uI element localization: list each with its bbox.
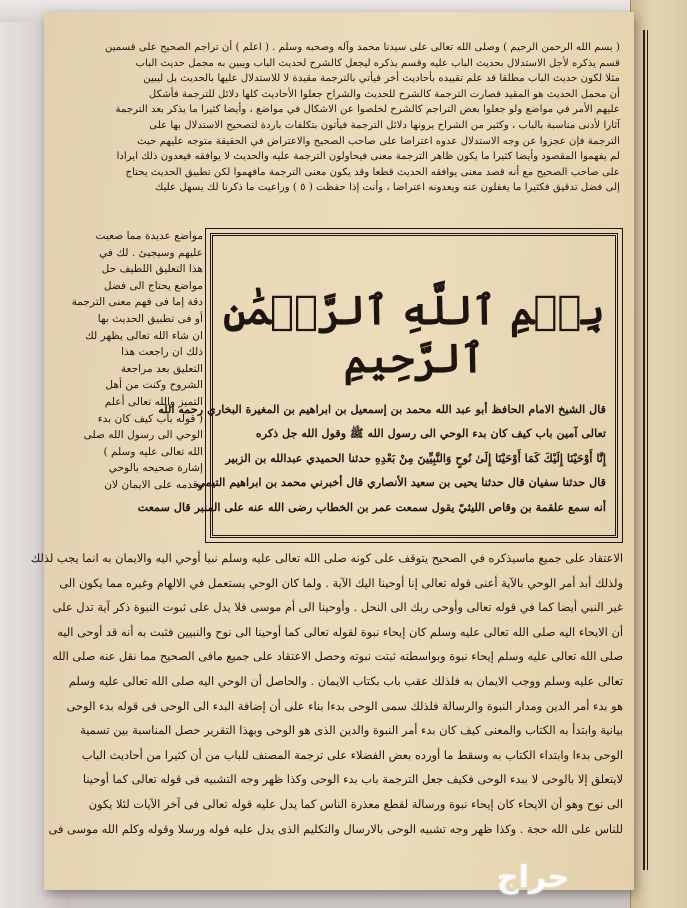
matn-line: إِنَّا أَوْحَيْنَا إِلَيْكَ كَمَا أَوْحَيْنَا إِلَىٰ نُوحٍ وَالنَّبِيِّينَ مِنْ بَعْدِهِ حدثنا الحميدي عبدالله بن الزبير bbox=[225, 450, 606, 465]
commentary-bottom-line: صلى الله تعالى عليه وسلم إيحاء نبوة وبواسطته ثبتت نبوته وحصل الاعتقاد على جميع مافى الصحيح مما نقل عنه صلى الله bbox=[52, 649, 623, 664]
commentary-top-line: إلى فضل تدقيق فكثيرا ما يغفلون عنه ويعدونه اعتراضا ، وأنت إذا حفظت ( ٥ ) وراعيت ما ذكرنا لك يسهل عليك bbox=[155, 182, 620, 194]
commentary-top-line: مثلا لكون حديث الباب مطلقا قد علم تقييده بأحاديث أخر فيأتي بالترجمة مقيدة لا للاستدلال عليها بالحديث بل ليبين bbox=[143, 73, 620, 85]
commentary-bottom-line: ولذلك أبد أمر الوحي بالآية أعنى قوله تعالى إنا أوحينا اليك الآية . ولما كان الوحي يستعمل في الالهام وغيره مما يكون الى bbox=[59, 575, 623, 590]
side-commentary-line: إشارة صحيحه بالوحي bbox=[108, 462, 203, 475]
commentary-bottom-line: هو بدء أمر الدين ومدار النبوة والرسالة فلذلك سمى الوحى بدءا بناء على أن إضافة البدء الى الوحى فى قوله بدء الوحى bbox=[66, 698, 623, 713]
side-commentary-line: ذلك ان راجعت هذا bbox=[121, 346, 203, 359]
haraj-watermark-logo: حراج bbox=[496, 860, 570, 895]
side-commentary-line: الشروح وكنت من أهل bbox=[105, 379, 203, 392]
commentary-bottom-line: بيانية وابتدأ به الكتاب والمعنى كيف كان بدء أمر النبوة والدين الذى هو الوحى وبهذا التقرير حصل المناسبة بين تسمية bbox=[80, 723, 623, 738]
side-commentary-line: الله تعالى عليه وسلم ) bbox=[103, 445, 203, 458]
side-commentary-line: أو فى تطبيق الحديث بها bbox=[97, 312, 203, 325]
commentary-bottom-line: الوحى بدءا وابتداء الكتاب به وسقط ما أورده بعض الفضلاء على ترجمة المصنف للباب من أن كثيرا من أحاديث الباب bbox=[81, 747, 623, 762]
side-commentary-line: مواضع يحتاج الى فضل bbox=[103, 279, 203, 292]
side-commentary-line: مواضع عديدة مما صعبت bbox=[95, 230, 203, 242]
side-commentary-line: التميز والله تعالى أعلم bbox=[104, 395, 203, 408]
commentary-top bbox=[60, 40, 620, 196]
side-commentary-line: الوحي الى رسول الله صلى bbox=[83, 429, 203, 442]
commentary-top-line: الترجمة فإن عجزوا عن وجه الاستدلال عدوه اعتراضا على صاحب الصحيح والاعتراض في الحقيقة متوجه عليهم حيث bbox=[137, 135, 620, 147]
commentary-top-line: ( بسم الله الرحمن الرحيم ) وصلى الله تعالى على سيدنا محمد وآله وصحبه وسلم . ( اعلم ) أن تراجم الصحيح على قسمين bbox=[104, 42, 620, 53]
commentary-top-line: عليهم الأمر في مواضع ولو جعلوا بعض التراجم كالشرح لخلصوا عن الاشكال في مواضع ، وأيضا كثيرا ما يذكر بعد الترجمة bbox=[115, 104, 620, 116]
side-commentary-line: دقة إما فى فهم معنى الترجمة bbox=[71, 296, 203, 309]
side-commentary-line: هذا التعليق اللطيف حل bbox=[101, 263, 203, 276]
commentary-bottom-line: لايتعلق إلا بالوحى لا ببدء الوحى فكيف جعل الترجمة باب بدء الوحى وكذا ظهر وجه التشبيه فى قوله تعالى كما أوحينا bbox=[82, 772, 623, 787]
commentary-bottom bbox=[30, 546, 623, 841]
commentary-top-line: آثارا لأدنى مناسبة بالباب ، وكثير من الشراح يرونها دلائل الترجمة فيأتون بتكلفات باردة لتصحيح الاستدلال بها على bbox=[149, 119, 620, 131]
commentary-bottom-line: غير النبي أيضا كما في قوله تعالى وأوحى ربك الى النحل . وأوحينا الى أم موسى فلا يدل على ثبوت النبوة ذكر آية تدل على bbox=[52, 600, 623, 615]
commentary-bottom-line: الاعتقاد على جميع ماسيذكره في الصحيح يتوقف على كونه صلى الله تعالى عليه وسلم نبيا أوحي اليه والايمان به انما يجب لذلك bbox=[30, 551, 623, 565]
commentary-bottom-line: للناس على الله حجة . وكذا ظهر وجه تشبيه الوحى بالارسال والتكليم الذى يدل عليه قوله ورسلا وقوله وكلم الله موسى فى bbox=[48, 821, 623, 836]
matn-line: تعالى آمين باب كيف كان بدء الوحي الى رسول الله ﷺ وقول الله جل ذكره bbox=[255, 426, 606, 441]
side-commentary bbox=[55, 228, 203, 494]
side-commentary-line: ان شاء الله تعالى يظهر لك bbox=[85, 329, 203, 342]
commentary-top-line: على صاحب الصحيح مع أنه قصد معنى يوافقه الحديث قطعا وقد يكون معنى الترجمة مافهموا لكن تطبيق الحديث يحتاج bbox=[125, 166, 620, 178]
adjacent-page-rule bbox=[643, 30, 645, 870]
matn-line: أنه سمع علقمة بن وقاص الليثيّ يقول سمعت عمر بن الخطاب رضى الله عنه على المنبر قال سمعت bbox=[137, 499, 606, 514]
commentary-bottom-line: الى نوح وهو أن الايحاء كان إيحاء نبوة ورسالة لقطع معذرة الناس كما يدل عليه قوله تعالى فى آخر الآيات لئلا يكون bbox=[88, 796, 623, 811]
side-commentary-line: التعليق بعد مراجعة bbox=[120, 362, 203, 375]
matn-line: قال حدثنا سفيان قال حدثنا يحيى بن سعيد الأنصاري قال أخبرني محمد بن ابراهيم التيمي bbox=[196, 475, 606, 490]
commentary-top-line: أن محمل الحديث هو المقيد فصارت الترجمة كالشرح للحديث والشراح جعلوا الأحاديث كلها دلائل للترجمة فأشكل bbox=[148, 88, 620, 100]
matn-line: قال الشيخ الامام الحافظ أبو عبد الله محمد بن إسمعيل بن ابراهيم بن المغيرة البخاري رحمه الله bbox=[158, 402, 606, 416]
side-commentary-line: عليهم وسيجيئ . لك في bbox=[99, 246, 203, 259]
adjacent-page bbox=[630, 0, 687, 908]
commentary-top-line: قسم يذكره لأجل الاستدلال بحديث الباب عليه وقسم يذكره ليجعل كالشرح لحديث الباب ويبين به مجمل حديث الباب bbox=[135, 57, 620, 69]
commentary-bottom-line: تعالى عليه وسلم ووجب الايمان به فلذلك عقب باب بكتاب الايمان . والحاصل أن الوحي اليه صلى الله تعالى عليه وسلم bbox=[68, 673, 623, 688]
side-commentary-line: وقدمه على الايمان لان bbox=[104, 478, 203, 491]
adjacent-page-rule-thin bbox=[647, 30, 648, 870]
commentary-bottom-line: أن الايحاء اليه صلى الله تعالى عليه وسلم كان إيحاء نبوة لقوله تعالى كما أوحينا الى نوح والنبيين فثبت به أنه قد أوحى اليه bbox=[57, 624, 623, 639]
commentary-top-line: لم يفهموا المقصود وأيضا كثيرا ما يكون ظاهر الترجمة معنى فيحاولون الترجمة عليه والحديث لا يوافقه فيعدون ذلك ايرادا bbox=[116, 151, 620, 163]
basmala-heading: بِسۡمِ ٱللَّهِ ٱلرَّحۡمَٰنِ ٱلرَّحِيمِ bbox=[223, 287, 605, 382]
side-commentary-line: ( قوله باب كيف كان بدء bbox=[97, 412, 203, 425]
